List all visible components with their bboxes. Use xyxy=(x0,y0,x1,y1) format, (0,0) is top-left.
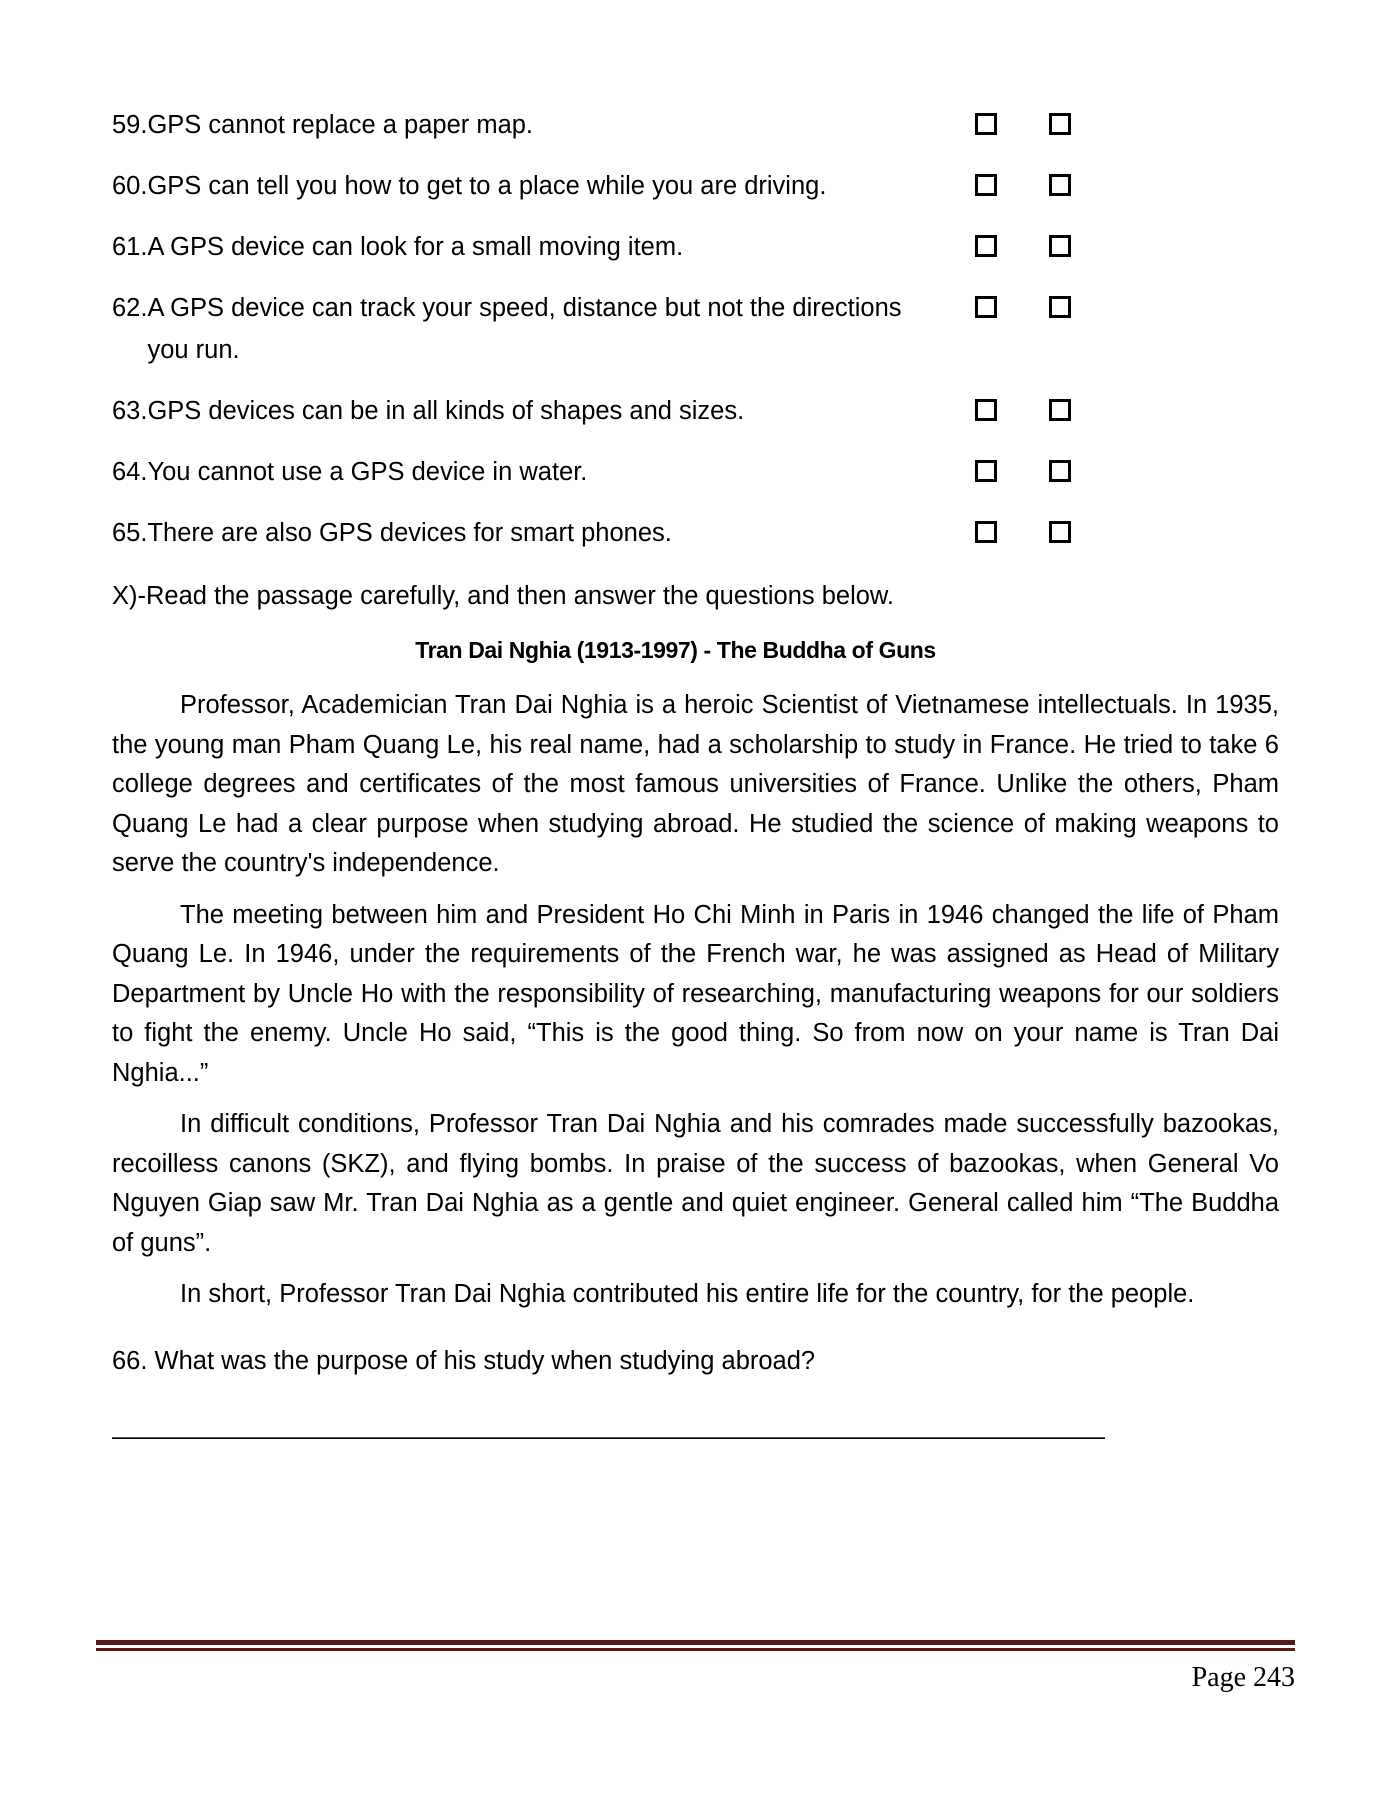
checkbox-false[interactable] xyxy=(1049,235,1071,257)
checkbox-true[interactable] xyxy=(975,174,997,196)
statement-number: 65. xyxy=(112,519,148,547)
checkbox-false[interactable] xyxy=(1049,399,1071,421)
statement-number: 64. xyxy=(112,458,148,486)
statement-checkbox-group xyxy=(967,104,1115,135)
statement-checkbox-group xyxy=(967,451,1115,482)
page-number: Page 243 xyxy=(1191,1662,1295,1693)
question-66: 66. What was the purpose of his study when studying abroad? xyxy=(112,1346,816,1375)
passage-title: Tran Dai Nghia (1913-1997) - The Buddha of Guns xyxy=(415,637,936,663)
statement-checkbox-group xyxy=(967,165,1115,196)
statement-row-65 xyxy=(112,512,1279,554)
statement-number: 61. xyxy=(112,233,148,261)
passage-paragraph-4: In short, Professor Tran Dai Nghia contributed his entire life for the country, for the people. xyxy=(180,1280,1195,1308)
checkbox-true[interactable] xyxy=(975,235,997,257)
statement-text: There are also GPS devices for smart phones. xyxy=(147,519,672,547)
footer-divider xyxy=(96,1640,1295,1651)
statement-row-63 xyxy=(112,390,1279,432)
statement-row-62 xyxy=(112,287,1279,371)
true-false-statement-list xyxy=(112,104,1279,554)
checkbox-false[interactable] xyxy=(1049,174,1071,196)
passage-paragraph-3: In difficult conditions, Professor Tran Dai Nghia and his comrades made successfully bazookas, recoilless canons (SKZ), and flying bombs. In praise of the success of bazookas, when General Vo Nguyen Giap saw Mr. Tran Dai Nghia as a gentle and quiet engineer. General called him “The Buddha of guns”. xyxy=(112,1110,1279,1257)
checkbox-false[interactable] xyxy=(1049,113,1071,135)
checkbox-true[interactable] xyxy=(975,296,997,318)
statement-text: A GPS device can look for a small moving item. xyxy=(147,233,684,261)
statement-number: 60. xyxy=(112,172,148,200)
statement-checkbox-group xyxy=(967,287,1115,318)
statement-number: 62. xyxy=(112,294,148,322)
statement-row-59 xyxy=(112,104,1279,146)
statement-row-60 xyxy=(112,165,1279,207)
passage-paragraph-2: The meeting between him and President Ho Chi Minh in Paris in 1946 changed the life of Pham Quang Le. In 1946, under the requirements of the French war, he was assigned as Head of Military Department by Uncle Ho with the responsibility of researching, manufacturing weapons for our soldiers to fight the enemy. Uncle Ho said, “This is the good thing. So from now on your name is Tran Dai Nghia...” xyxy=(112,900,1279,1087)
statement-text: GPS devices can be in all kinds of shapes and sizes. xyxy=(147,397,745,425)
footer-rule-thin xyxy=(96,1648,1295,1651)
statement-text: GPS cannot replace a paper map. xyxy=(147,111,534,139)
checkbox-true[interactable] xyxy=(975,521,997,543)
checkbox-false[interactable] xyxy=(1049,296,1071,318)
statement-row-64 xyxy=(112,451,1279,493)
statement-checkbox-group xyxy=(967,226,1115,257)
checkbox-true[interactable] xyxy=(975,399,997,421)
statement-text: GPS can tell you how to get to a place while you are driving. xyxy=(147,172,827,200)
checkbox-false[interactable] xyxy=(1049,460,1071,482)
statement-row-61 xyxy=(112,226,1279,268)
page-footer xyxy=(0,1640,1391,1800)
statement-text: You cannot use a GPS device in water. xyxy=(147,458,588,486)
checkbox-true[interactable] xyxy=(975,460,997,482)
statement-checkbox-group xyxy=(967,390,1115,421)
checkbox-false[interactable] xyxy=(1049,521,1071,543)
statement-text: A GPS device can track your speed, distance but not the directions you run. xyxy=(147,294,902,364)
statement-number: 59. xyxy=(112,111,148,139)
checkbox-true[interactable] xyxy=(975,113,997,135)
statement-checkbox-group xyxy=(967,512,1115,543)
statement-number: 63. xyxy=(112,397,148,425)
answer-blank-line[interactable]: ______________________________________________________________________ xyxy=(112,1411,1105,1440)
section-instruction: X)-Read the passage carefully, and then answer the questions below. xyxy=(112,582,895,610)
passage-paragraph-1: Professor, Academician Tran Dai Nghia is a heroic Scientist of Vietnamese intellectuals. In 1935, the young man Pham Quang Le, his real name, had a scholarship to study in France. He tried to take 6 college degrees and certificates of the most famous universities of France. Unlike the others, Pham Quang Le had a clear purpose when studying abroad. He studied the science of making weapons to serve the country's independence. xyxy=(112,691,1279,877)
